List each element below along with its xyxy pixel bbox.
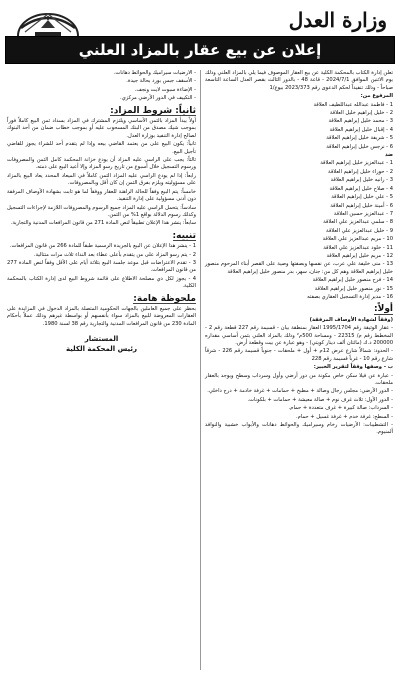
- list-item: 4 - صلاح خليل إبراهيم العلاقة: [329, 185, 393, 192]
- paragraph: - الدور الأول: ثلاث غرف نوم + صالة معيشة + حمامات + بلكونات.: [247, 396, 393, 403]
- paragraph: 2 - يتم رسو المزاد على من يتقدم بأعلى عطاء بعد النداء ثلاث مرات متتالية.: [33, 251, 196, 258]
- paragraph: - السطح: غرفة خدم + غرفة غسيل + حمام.: [295, 413, 393, 420]
- paragraph: ب - وصفها وفقاً لتقرير الخبير:: [313, 364, 393, 371]
- paragraph: - السرداب: صالة كبيرة + غرف متعددة + حمام.: [288, 405, 393, 412]
- list-item: 3 - محمد خليل إبراهيم العلاقة: [328, 118, 393, 125]
- paragraph: - عبارة عن فيلا سكن خاص مكونة من دور أرضي وأول وسرداب وسطح ويوجد بالعقار ملحقات.: [205, 372, 393, 387]
- section-heading-conditions: ثانياً: شروط المزاد:: [110, 105, 196, 116]
- intro-text: تعلن إدارة الكتاب بالمحكمة الكلية عن بيع العقار الموصوف فيما يلي بالمزاد العلني وذلك يوم الاثنين الموافق 2024/7/1 - قاعة 48 - بالدور الثالث بقصر العدل الساعة التاسعة صباحاً - وذلك تنفيذاً لحكم الدعوى رقم 2023/373 بيوع/1: [205, 70, 393, 91]
- paragraph: سادساً: يتحمل الراسي عليه المزاد جميع الرسوم والمصروفات اللازمة لإجراءات التسجيل وكذلك رسوم الدلالة بواقع 1% من الثمن.: [7, 204, 196, 218]
- section-heading-first: أولاً:: [374, 304, 393, 315]
- owners-list: [205, 102, 393, 302]
- paragraph: أولاً يبدأ المزاد بالثمن الأساسي ويلتزم المشترك في المزاد بسداد ثمن البيع كاملاً فوراً بموجب شيك مصدق من البنك المسحوب عليه أو بموجب خطاب ضمان من أحد البنوك لصالح إدارة التنفيذ بوزارة العدل.: [7, 118, 196, 139]
- list-item: 4 - إقبال خليل إبراهيم العلاقة: [329, 126, 393, 133]
- advertisement-page: [3, 2, 397, 670]
- owners-heading: المرفوع من:: [360, 93, 393, 100]
- list-item: 2 - خليل إبراهيم خليل العلاقة: [329, 110, 393, 117]
- paragraph: - التشطيبات: الأرضيات رخام وسيراميك والحوائط دهانات والأبواب خشبية والنوافذ ألمنيوم.: [205, 422, 393, 436]
- paragraph: 4 - يجوز لكل ذي مصلحة الاطلاع على قائمة شروط البيع لدى إدارة الكتاب بالمحكمة الكلية.: [7, 275, 196, 290]
- ad-body: [3, 70, 397, 670]
- left-column: [3, 70, 200, 670]
- paragraph: - الدور الأرضي: مجلس رجال وصالة + مطبخ + حمامات + غرفة خادمة + درج داخلي.: [207, 388, 393, 395]
- list-item: 16 - مدير إدارة التسجيل العقاري بصفته: [307, 293, 393, 300]
- list-item: 9 - خليل عبدالعزيز علي العلاقة: [326, 227, 393, 234]
- paragraph: بحظر على جميع العاملين بالجهات الحكومية المتصلة بالمزاد الدخول في المزايدة على العقارات المعروضة للبيع بالمزاد سواء بأنفسهم أو بواسطة غيرهم وذلك عملاً بأحكام المادة 230 من قانون المرافعات المدنية والتجارية رقم 38 لسنة 1980.: [7, 305, 196, 327]
- list-item: 15 - نور منصور خليل إبراهيم العلاقة: [314, 285, 393, 292]
- list-item: 11 - خلود عبدالعزيز علي العلاقة: [323, 244, 393, 251]
- list-item: 13 - منى خليفة علي عرب، عن نفسها وبصفتها وصية على القصر أبناء المرحوم منصور خليل إبراهيم العلاقة وهم كل من: جنان، سهر، بدر منصور خليل إبراهيم العلاقة: [205, 261, 393, 275]
- page-title: إعلان عن بيع عقار بالمزاد العلني: [5, 36, 395, 64]
- paragraph: خامساً: يتم البيع وفقاً للحالة الراهنة للعقار ووفقاً لما هو ثابت بشهادة الأوصاف المرفقة دون أدنى مسؤولية على إدارة التنفيذ.: [7, 188, 196, 203]
- ministry-name: وزارة العدل: [288, 8, 387, 32]
- list-item: 1 - فاطمة عبدالله عبداللطيف العلاقة: [313, 101, 393, 108]
- right-column: [200, 70, 397, 670]
- list-item: ضد: [384, 152, 393, 159]
- list-item: 10 - مريم عبدالعزيز علي العلاقة: [322, 236, 393, 243]
- paragraph: رابعاً: إذا لم يودع الراسي عليه المزاد الثمن كاملاً في الميعاد المحدد يعاد البيع بالمزاد على مسؤوليته ويلزم بفرق الثمن إن كان أقل وبالمصروفات.: [7, 172, 196, 187]
- section-heading-notice: تنبيه:: [172, 230, 196, 241]
- list-item: 6 - نرجس خليل إبراهيم العلاقة: [326, 143, 393, 150]
- list-item: 5 - شريفة خليل إبراهيم العلاقة: [326, 135, 393, 142]
- paragraph: - عقار الوثيقة رقم 1995/1704 العقار بمنطقة بيان - قسيمة رقم 227 قطعة رقم 2 - المخطط رقم م/ 22315 - ومساحة 500م² وذلك بالمزاد العلني بثمن أساسي مقداره 200000 د.ك (مائتان ألف دينار كويتي) - وهو عبارة عن بيت وقطعة أرض.: [205, 325, 394, 346]
- ad-header: [3, 2, 397, 76]
- list-item: 3 - رانيه خليل إبراهيم العلاقة: [330, 177, 393, 184]
- list-item: 12 - مريم خليل إبراهيم العلاقة: [326, 252, 393, 259]
- paragraph: - الحدود: شمالاً شارع عرض 12م + أول + ملحقات - جنوباً قسيمة رقم 226 - شرقاً شارع رقم 10 - غرباً قسيمة رقم 228: [205, 348, 393, 362]
- signature-title: المستشار: [84, 335, 119, 344]
- paragraph: سابعاً: ينشر هذا الإعلان تطبيقاً لنص المادة 271 من قانون المرافعات المدنية والتجارية.: [10, 220, 196, 227]
- paragraph: - الأرضيات سيراميك والحوائط دهانات.: [113, 70, 196, 76]
- list-item: 8 - سلمي عبدالعزيز علي العلاقة: [323, 219, 393, 226]
- paragraph: ثانياً: يكون البيع على من يعتمد القاضي بيعه وإذا لم يتقدم أحد للشراء يجوز للقاضي تأجيل البيع.: [7, 141, 196, 155]
- list-item: 5 - علي خليل إبراهيم العلاقة: [331, 194, 393, 201]
- paragraph: 3 - تقدم الاعتراضات قبل موعد جلسة البيع بثلاثة أيام على الأقل وفقاً لنص المادة 277 من قانون المرافعات.: [7, 259, 196, 274]
- section-subheading: (وفقاً لشهادة الأوصاف المرفقة): [309, 316, 393, 323]
- list-item: 1 - عبدالعزيز خليل إبراهيم العلاقة: [320, 160, 393, 167]
- signature-block: [7, 334, 196, 354]
- paragraph: - التكييف في الدور الأرضي مركزي.: [120, 95, 196, 102]
- list-item: 7 - عبدالعزيز حسين العلاقة: [333, 210, 393, 217]
- paragraph: - الأسقف جبس بورد بحالة جيدة.: [126, 78, 196, 85]
- list-item: 14 - فرح منصور خليل إبراهيم العلاقة: [312, 277, 393, 284]
- paragraph: - الإضاءة سبوت لايت ونجف.: [134, 86, 196, 93]
- paragraph: ثالثاً: يجب على الراسي عليه المزاد أن يودع خزانة المحكمة كامل الثمن والمصروفات ورسوم التسجيل خلال أسبوع من تاريخ رسو المزاد وإلا أعيد البيع على ذمته.: [7, 157, 196, 171]
- list-item: 2 - حوراء خليل إبراهيم العلاقة: [328, 168, 393, 175]
- paragraph: 1 - ينشر هذا الإعلان عن البيع بالجريدة الرسمية طبقاً للمادة 266 من قانون المرافعات.: [9, 243, 196, 250]
- section-heading-important-note: ملحوظة هامة:: [133, 293, 196, 304]
- signature-name: رئيس المحكمة الكلية: [65, 345, 138, 354]
- list-item: 6 - أمينة خليل إبراهيم العلاقة: [330, 202, 393, 209]
